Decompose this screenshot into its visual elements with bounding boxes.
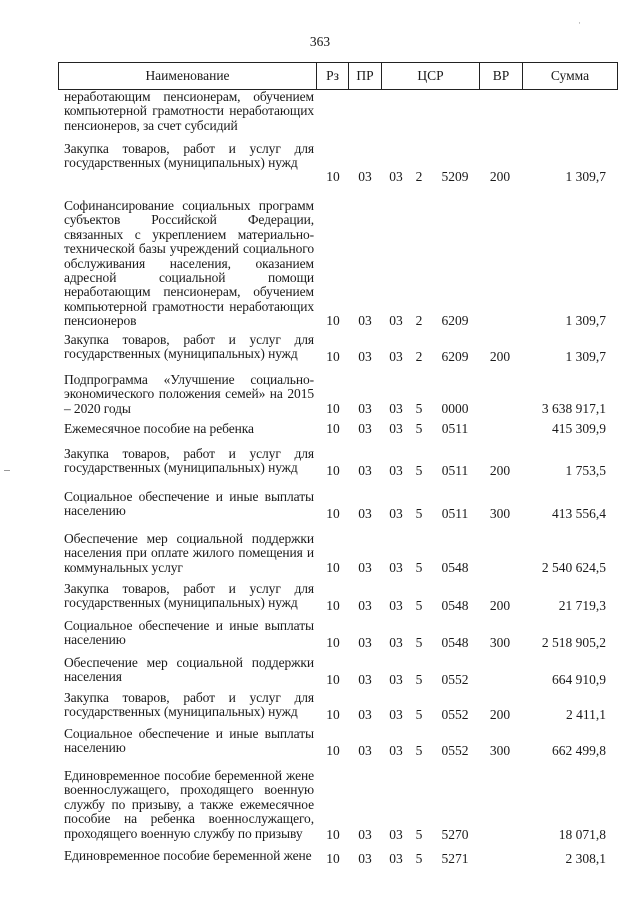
row-vr: 200 <box>489 169 511 184</box>
row-csr-3: 5270 <box>441 827 469 842</box>
row-rz: 10 <box>326 707 340 722</box>
row-name: Закупка товаров, работ и услуг для государственных (муниципальных) нужд <box>64 581 314 611</box>
row-vr: 300 <box>489 506 511 521</box>
row-csr-1: 03 <box>389 463 403 478</box>
header-pr: ПР <box>356 68 374 83</box>
row-csr-2: 5 <box>415 707 423 722</box>
row-csr-3: 0000 <box>441 401 469 416</box>
row-name: Закупка товаров, работ и услуг для государственных (муниципальных) нужд <box>64 690 314 720</box>
row-sum: 2 308,1 <box>565 851 606 866</box>
row-csr-3: 0548 <box>441 635 469 650</box>
table-row <box>58 723 618 759</box>
row-csr-1: 03 <box>389 560 403 575</box>
row-rz: 10 <box>326 401 340 416</box>
row-rz: 10 <box>326 506 340 521</box>
row-rz: 10 <box>326 313 340 328</box>
page-number: 363 <box>309 34 331 49</box>
row-rz: 10 <box>326 851 340 866</box>
row-sum: 415 309,9 <box>552 421 606 436</box>
row-name: Обеспечение мер социальной поддержки населения при оплате жилого помещения и коммунальных услуг <box>64 531 314 575</box>
table-row <box>58 651 618 688</box>
header-sum: Сумма <box>550 68 590 83</box>
row-name: Подпрограмма «Улучшение социально-экономического положения семей» на 2015 – 2020 годы <box>64 372 314 416</box>
row-sum: 18 071,8 <box>558 827 606 842</box>
row-csr-1: 03 <box>389 169 403 184</box>
row-csr-3: 5271 <box>441 851 469 866</box>
row-rz: 10 <box>326 169 340 184</box>
row-vr: 300 <box>489 635 511 650</box>
row-pr: 03 <box>358 851 372 866</box>
row-vr: 200 <box>489 463 511 478</box>
header-csr: ЦСР <box>417 68 444 83</box>
row-csr-3: 0548 <box>441 598 469 613</box>
row-rz: 10 <box>326 421 340 436</box>
row-csr-1: 03 <box>389 672 403 687</box>
header-name: Наименование <box>145 68 230 83</box>
row-csr-3: 0511 <box>441 463 469 478</box>
table-row <box>58 479 618 522</box>
row-csr-3: 0552 <box>441 743 469 758</box>
row-vr: 200 <box>489 349 511 364</box>
row-csr-1: 03 <box>389 598 403 613</box>
row-name: Ежемесячное пособие на ребенка <box>64 421 254 436</box>
row-csr-1: 03 <box>389 421 403 436</box>
row-pr: 03 <box>358 421 372 436</box>
row-name: неработающим пенсионерам, обучением компьютерной грамотности неработающих пенсионеров, за счет субсидий <box>64 89 314 133</box>
table-row <box>58 90 618 142</box>
row-sum: 1 309,7 <box>565 169 606 184</box>
row-csr-2: 5 <box>415 635 423 650</box>
row-pr: 03 <box>358 169 372 184</box>
row-rz: 10 <box>326 598 340 613</box>
row-csr-1: 03 <box>389 401 403 416</box>
row-csr-2: 5 <box>415 851 423 866</box>
table-header <box>58 62 618 90</box>
row-sum: 664 910,9 <box>552 672 606 687</box>
row-csr-1: 03 <box>389 506 403 521</box>
row-csr-1: 03 <box>389 827 403 842</box>
row-csr-2: 5 <box>415 598 423 613</box>
row-vr: 200 <box>489 707 511 722</box>
row-rz: 10 <box>326 635 340 650</box>
table-row <box>58 843 618 867</box>
row-csr-3: 0548 <box>441 560 469 575</box>
table-row <box>58 437 618 479</box>
table-row <box>58 688 618 723</box>
row-name: Социальное обеспечение и иные выплаты населению <box>64 618 314 648</box>
row-pr: 03 <box>358 672 372 687</box>
row-csr-2: 5 <box>415 463 423 478</box>
row-sum: 413 556,4 <box>552 506 606 521</box>
row-csr-2: 5 <box>415 560 423 575</box>
row-sum: 21 719,3 <box>558 598 606 613</box>
row-name: Единовременное пособие беременной жене <box>64 848 312 863</box>
row-csr-3: 0511 <box>441 506 469 521</box>
table-row <box>58 522 618 576</box>
table-row <box>58 329 618 365</box>
row-csr-3: 0552 <box>441 707 469 722</box>
row-csr-1: 03 <box>389 635 403 650</box>
row-rz: 10 <box>326 560 340 575</box>
table-row <box>58 142 618 185</box>
row-name: Закупка товаров, работ и услуг для государственных (муниципальных) нужд <box>64 332 314 362</box>
table-row <box>58 185 618 329</box>
row-csr-2: 5 <box>415 672 423 687</box>
row-rz: 10 <box>326 463 340 478</box>
row-sum: 662 499,8 <box>552 743 606 758</box>
row-csr-2: 2 <box>415 313 423 328</box>
table-row <box>58 759 618 843</box>
row-csr-2: 5 <box>415 743 423 758</box>
row-csr-1: 03 <box>389 851 403 866</box>
row-pr: 03 <box>358 707 372 722</box>
row-csr-1: 03 <box>389 707 403 722</box>
row-rz: 10 <box>326 672 340 687</box>
row-csr-2: 5 <box>415 401 423 416</box>
row-pr: 03 <box>358 560 372 575</box>
header-rz: Рз <box>326 68 339 83</box>
row-pr: 03 <box>358 743 372 758</box>
row-name: Закупка товаров, работ и услуг для государственных (муниципальных) нужд <box>64 141 314 171</box>
row-name: Социальное обеспечение и иные выплаты населению <box>64 489 314 519</box>
row-pr: 03 <box>358 349 372 364</box>
row-rz: 10 <box>326 743 340 758</box>
row-csr-2: 5 <box>415 421 423 436</box>
row-rz: 10 <box>326 827 340 842</box>
row-vr: 300 <box>489 743 511 758</box>
row-csr-2: 5 <box>415 506 423 521</box>
row-sum: 2 540 624,5 <box>541 560 606 575</box>
row-sum: 1 309,7 <box>565 349 606 364</box>
row-csr-3: 6209 <box>441 349 469 364</box>
row-pr: 03 <box>358 401 372 416</box>
row-pr: 03 <box>358 827 372 842</box>
row-csr-3: 0511 <box>441 421 469 436</box>
table-row <box>58 614 618 651</box>
row-name: Обеспечение мер социальной поддержки населения <box>64 655 314 685</box>
row-csr-2: 2 <box>415 349 423 364</box>
edge-mark <box>4 470 10 471</box>
row-csr-3: 6209 <box>441 313 469 328</box>
header-vr: ВР <box>492 68 510 83</box>
row-pr: 03 <box>358 506 372 521</box>
budget-table <box>58 90 618 867</box>
scan-mark: · <box>578 18 581 28</box>
table-row <box>58 417 618 437</box>
row-name: Софинансирование социальных программ субъектов Российской Федерации, связанных с укреплением материально-технической базы учреждений социального обслуживания населения, оказанием адресной социальной помощи неработающим пенсионерам, обучением компьютерной грамотности неработающих пенсионеров <box>64 198 314 329</box>
row-sum: 1 753,5 <box>565 463 606 478</box>
row-rz: 10 <box>326 349 340 364</box>
row-csr-3: 5209 <box>441 169 469 184</box>
table-row <box>58 576 618 614</box>
row-csr-1: 03 <box>389 349 403 364</box>
row-vr: 200 <box>489 598 511 613</box>
row-pr: 03 <box>358 463 372 478</box>
row-csr-2: 5 <box>415 827 423 842</box>
row-pr: 03 <box>358 313 372 328</box>
row-name: Закупка товаров, работ и услуг для государственных (муниципальных) нужд <box>64 446 314 476</box>
row-pr: 03 <box>358 598 372 613</box>
row-name: Единовременное пособие беременной жене военнослужащего, проходящего военную службу по призыву, а также ежемесячное пособие на ребенка военнослужащего, проходящего военную службу по призыву <box>64 768 314 841</box>
row-csr-3: 0552 <box>441 672 469 687</box>
row-csr-1: 03 <box>389 743 403 758</box>
row-pr: 03 <box>358 635 372 650</box>
row-sum: 3 638 917,1 <box>541 401 606 416</box>
row-sum: 2 411,1 <box>566 707 606 722</box>
row-csr-1: 03 <box>389 313 403 328</box>
row-sum: 1 309,7 <box>565 313 606 328</box>
row-csr-2: 2 <box>415 169 423 184</box>
table-row <box>58 365 618 417</box>
row-name: Социальное обеспечение и иные выплаты населению <box>64 726 314 756</box>
row-sum: 2 518 905,2 <box>541 635 606 650</box>
